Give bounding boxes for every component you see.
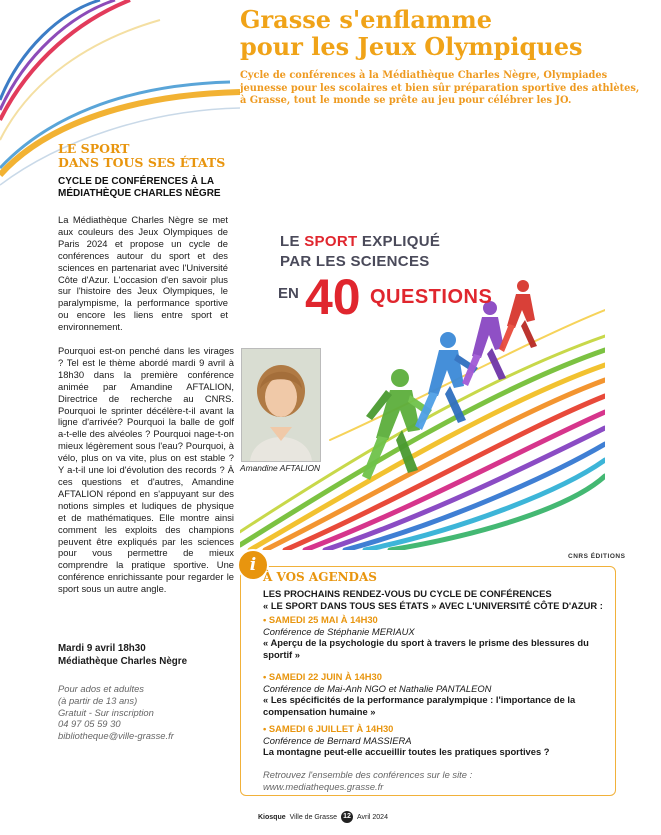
- body-paragraph-2: [58, 345, 234, 595]
- book-cover-illustration: [240, 140, 605, 550]
- book-title-post: EXPLIQUÉ: [357, 233, 441, 250]
- footer-month: Avril 2024: [356, 813, 388, 821]
- info-price: Gratuit - Sur inscription: [58, 706, 154, 718]
- runner-red: [499, 280, 537, 352]
- book-title-sport: SPORT: [304, 233, 358, 250]
- footer-magazine: Kiosque: [258, 813, 286, 821]
- portrait-photo: [241, 348, 321, 462]
- portrait-illustration: [242, 349, 320, 461]
- agenda-lead: [263, 588, 608, 611]
- book-title-pre: LE: [280, 233, 305, 250]
- runner-purple: [462, 301, 506, 386]
- body-paragraph-1: [58, 214, 228, 333]
- section-title: [58, 142, 225, 170]
- agenda-footer-text: Retrouvez l'ensemble des conférences sur le site :: [263, 769, 473, 780]
- section-subtitle: CYCLE DE CONFÉRENCES À LA MÉDIATHÈQUE CHARLES NÈGRE: [58, 176, 221, 199]
- agenda-item-talk: « Les spécificités de la performance paralympique : l'importance de la compensation humaine »: [263, 694, 576, 717]
- article-title: [240, 6, 650, 60]
- agenda-item: [263, 723, 608, 758]
- info-audience: Pour ados et adultes: [58, 683, 144, 694]
- book-title-number: 40: [305, 269, 361, 325]
- event-when: [58, 643, 187, 668]
- agenda-lead-1: LES PROCHAINS RENDEZ-VOUS DU CYCLE DE CONFÉRENCES: [263, 588, 552, 599]
- book-title-questions: QUESTIONS: [370, 286, 493, 308]
- book-title-line-2: PAR LES SCIENCES: [280, 253, 430, 270]
- agenda-item-date: • SAMEDI 6 JUILLET À 14H30: [263, 723, 394, 734]
- agenda-website-link[interactable]: www.mediatheques.grasse.fr: [263, 780, 384, 792]
- photo-caption: Amandine AFTALION: [240, 463, 321, 473]
- info-phone[interactable]: 04 97 05 59 30: [58, 718, 121, 730]
- info-email[interactable]: bibliotheque@ville-grasse.fr: [58, 730, 174, 742]
- page-number: 12: [341, 811, 353, 823]
- agenda-item-talk: « Aperçu de la psychologie du sport à travers le prisme des blessures du sportif »: [263, 637, 589, 660]
- title-line-1: Grasse s'enflamme: [240, 5, 492, 34]
- info-icon: i: [237, 549, 269, 581]
- page-footer: [258, 811, 388, 823]
- book-title-en: EN: [278, 285, 299, 302]
- section-title-line-1: LE SPORT: [58, 141, 130, 156]
- agenda-item-speaker: Conférence de Bernard MASSIERA: [263, 734, 412, 746]
- event-info: [58, 683, 174, 742]
- agenda-item-date: • SAMEDI 25 MAI À 14H30: [263, 614, 378, 625]
- agenda-item: [263, 614, 608, 660]
- agenda-item-date: • SAMEDI 22 JUIN À 14H30: [263, 671, 382, 682]
- agenda-title: À VOS AGENDAS: [263, 570, 377, 584]
- section-title-line-2: DANS TOUS SES ÉTATS: [58, 155, 226, 170]
- agenda-item-speaker: Conférence de Mai-Anh NGO et Nathalie PANTALEON: [263, 682, 492, 694]
- agenda-item-speaker: Conférence de Stéphanie MERIAUX: [263, 625, 415, 637]
- agenda-item: [263, 671, 608, 717]
- paragraph-1-text: La Médiathèque Charles Nègre se met aux couleurs des Jeux Olympiques de Paris 2024 et propose un cycle de conférences autour du sport et des sciences en partenariat avec l'Université Côte d'Azur. L'occasion d'en savoir plus sur l'histoire des Jeux Olympiques, le paralympisme, la performance sportive ou encore les liens entre sport et environnement.: [58, 214, 228, 333]
- book-title: [280, 232, 440, 272]
- event-place: Médiathèque Charles Nègre: [58, 655, 188, 667]
- title-line-2: pour les Jeux Olympiques: [240, 32, 583, 61]
- info-age: (à partir de 13 ans): [58, 694, 138, 706]
- agenda-lead-2: « LE SPORT DANS TOUS SES ÉTATS » AVEC L'UNIVERSITÉ CÔTE D'AZUR :: [263, 599, 603, 611]
- footer-city: Ville de Grasse: [289, 813, 337, 821]
- intro-text: Cycle de conférences à la Médiathèque Charles Nègre, Olympiades jeunesse pour les scolaires et bien sûr préparation sportive des athlètes, à Grasse, tout le monde se prête au jeu pour célébrer les JO.: [240, 70, 640, 106]
- agenda-footer: [263, 769, 472, 793]
- publisher-logo: CNRS ÉDITIONS: [568, 553, 626, 560]
- event-date: Mardi 9 avril 18h30: [58, 643, 146, 654]
- agenda-item-talk: La montagne peut-elle accueillir toutes les pratiques sportives ?: [263, 746, 550, 758]
- paragraph-2-text: Pourquoi est-on penché dans les virages ? Tel est le thème abordé mardi 9 avril à 18h30 dans la première conférence animée par Amandine AFTALION, Directrice de recherche au CNRS. Pourquoi le sprinter décélère-t-il avant la ligne d'arrivée? Pourquoi la balle de golf a-t-elle des alvéoles ? Pourquoi nage-t-on mieux légèrement sous l'eau? Pourquoi, à vélo, plus on va vite, plus on est stable ? Y a-t-il une loi d'évolution des records ? À ces questions et d'autres, Amandine AFTALION répond en s'appuyant sur des notions simples et ludiques de physique et de mathématiques. Elle montre ainsi comment les exploits des champions peuvent être expliqués par les sciences pour vous permettre de mieux comprendre la pratique sportive. Une conférence enrichissante pour regarder le sport sous un autre angle.: [58, 345, 234, 595]
